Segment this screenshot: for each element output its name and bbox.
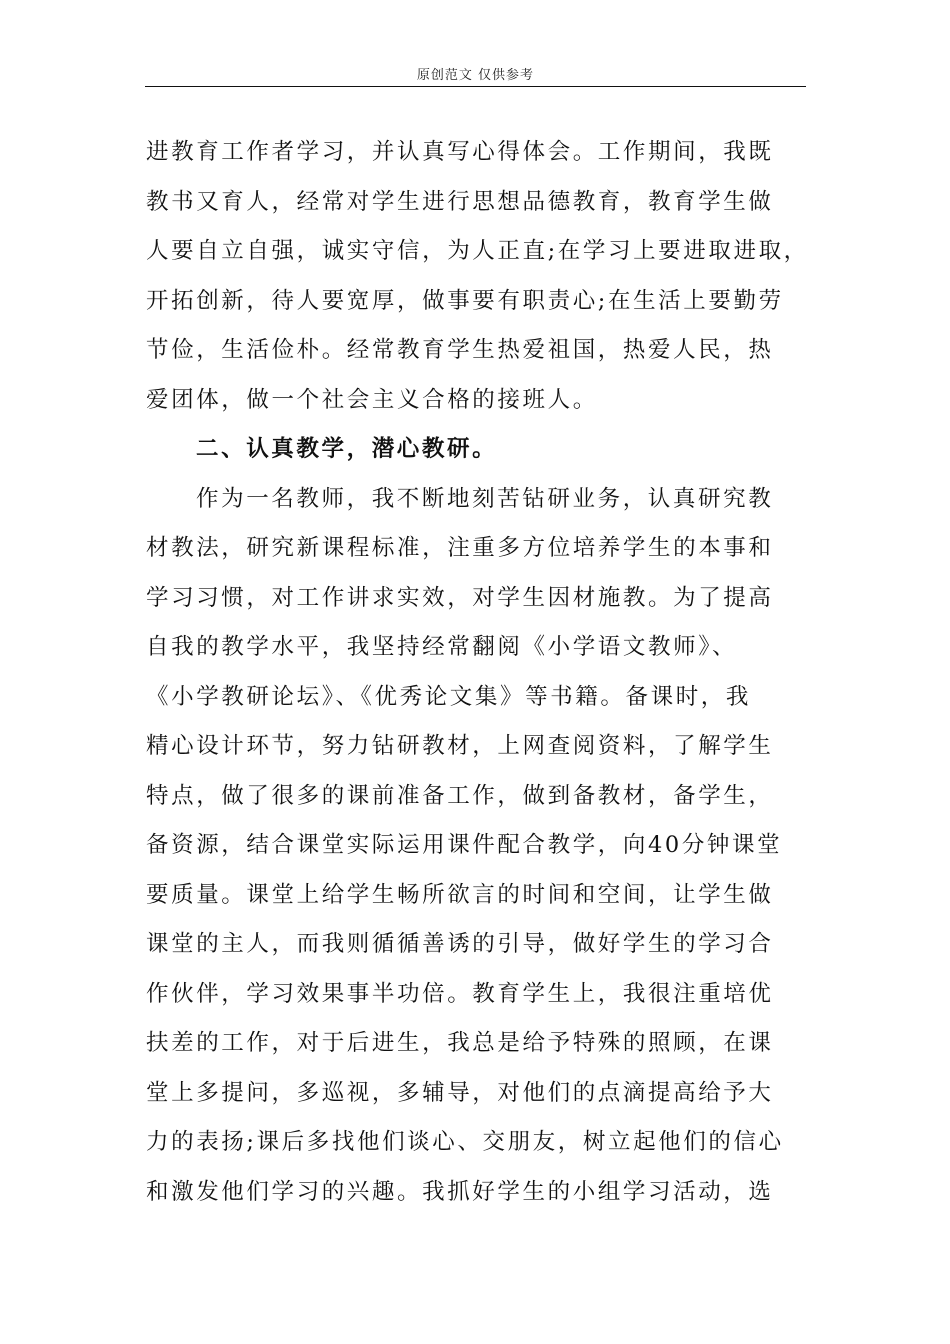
text-line: 堂上多提问，多巡视，多辅导，对他们的点滴提高给予大 <box>146 1079 774 1106</box>
text-line: 课堂的主人，而我则循循善诱的引导，做好学生的学习合 <box>146 931 774 957</box>
text-line: 人要自立自强，诚实守信，为人正直;在学习上要进取进取， <box>146 238 809 264</box>
paragraph-first-line: 作为一名教师，我不断地刻苦钻研业务，认真研究教 <box>196 485 774 512</box>
text-line: 开拓创新，待人要宽厚，做事要有职责心;在生活上要勤劳 <box>146 287 784 314</box>
text-line: 爱团体，做一个社会主义合格的接班人。 <box>146 386 598 413</box>
text-line: 进教育工作者学习，并认真写心得体会。工作期间，我既 <box>146 139 774 165</box>
section-heading: 二、认真教学，潜心教研。 <box>196 436 498 462</box>
text-line: 作伙伴，学习效果事半功倍。教育学生上，我很注重培优 <box>146 980 774 1007</box>
text-line: 和激发他们学习的兴趣。我抓好学生的小组学习活动，选 <box>146 1178 774 1205</box>
header-divider <box>145 86 806 87</box>
text-line: 备资源，结合课堂实际运用课件配合教学，向40分钟课堂 <box>146 832 783 858</box>
text-line: 精心设计环节，努力钻研教材，上网查阅资料，了解学生 <box>146 733 774 759</box>
page-header: 原创范文 仅供参考 <box>416 68 535 83</box>
text-line: 扶差的工作，对于后进生，我总是给予特殊的照顾，在课 <box>146 1030 774 1056</box>
text-line: 力的表扬;课后多找他们谈心、交朋友，树立起他们的信心 <box>146 1129 784 1155</box>
text-line: 材教法，研究新课程标准，注重多方位培养学生的本事和 <box>146 535 774 561</box>
text-line: 特点，做了很多的课前准备工作，做到备教材，备学生， <box>146 782 774 809</box>
text-line: 教书又育人，经常对学生进行思想品德教育，教育学生做 <box>146 188 774 215</box>
document-body <box>146 128 811 1217</box>
text-line: 学习习惯，对工作讲求实效，对学生因材施教。为了提高 <box>146 584 774 611</box>
text-line: 自我的教学水平，我坚持经常翻阅《小学语文教师》、 <box>146 634 738 660</box>
text-line: 要质量。课堂上给学生畅所欲言的时间和空间，让学生做 <box>146 881 774 908</box>
text-line: 节俭，生活俭朴。经常教育学生热爱祖国，热爱人民，热 <box>146 337 774 363</box>
text-line: 《小学教研论坛》、《优秀论文集》等书籍。备课时，我 <box>146 683 752 710</box>
